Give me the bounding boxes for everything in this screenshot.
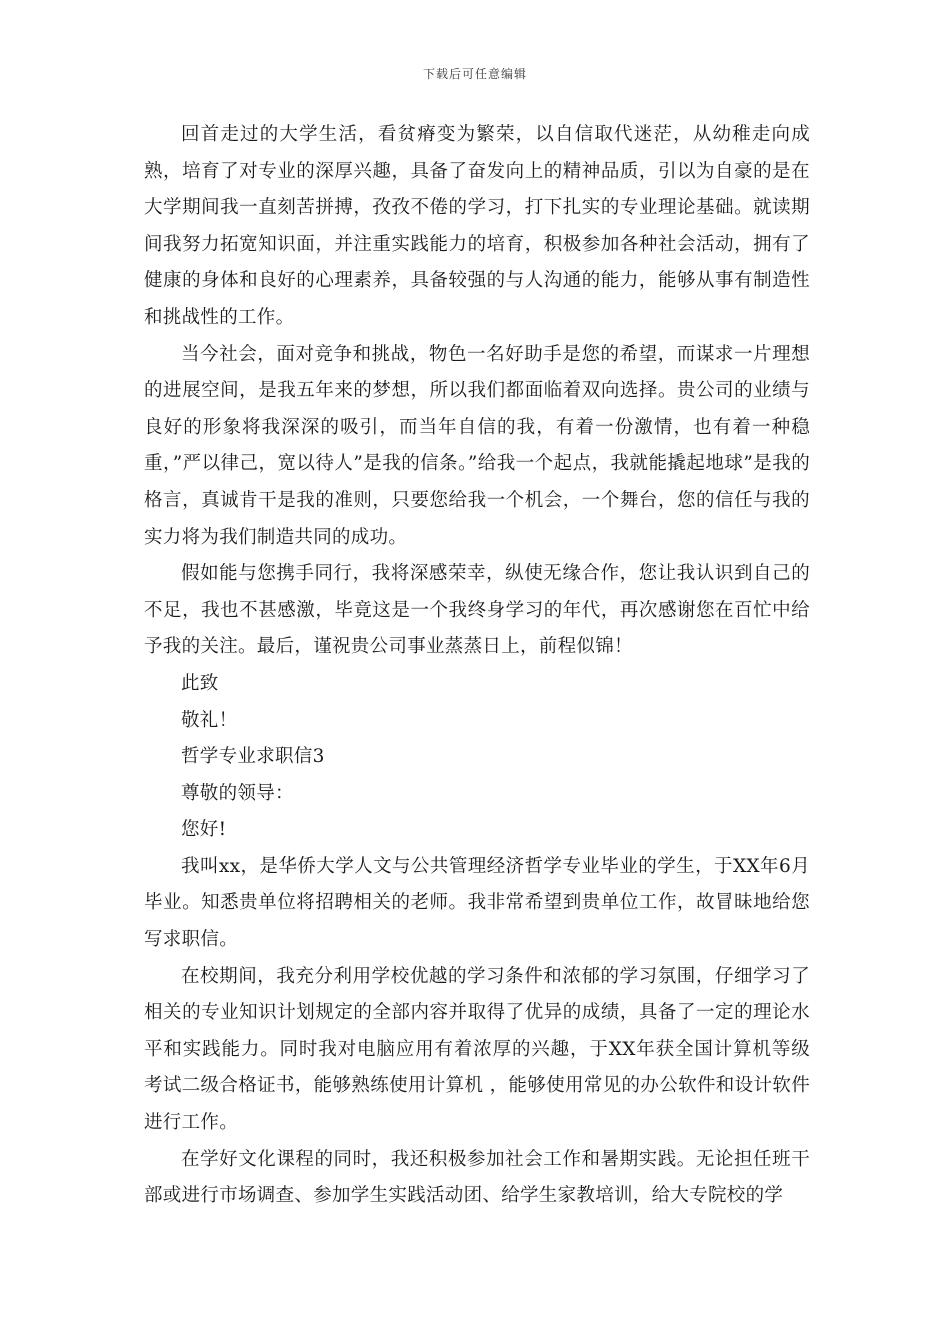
paragraph-introduction: 我叫xx，是华侨大学人文与公共管理经济哲学专业毕业的学生，于XX年6月毕业。知悉贵单位将招聘相关的老师。我非常希望到贵单位工作，故冒昧地给您写求职信。 [144, 855, 810, 951]
page-header: 下载后可任意编辑 [422, 67, 527, 81]
salutation-regards: 敬礼！ [181, 709, 238, 731]
paragraph-studies: 在校期间，我充分利用学校优越的学习条件和浓郁的学习氛围，仔细学习了相关的专业知识计划规定的全部内容并取得了优异的成绩，具备了一定的理论水平和实践能力。同时我对电脑应用有着浓厚的兴趣，于XX年获全国计算机等级考试二级合格证书，能够熟练使用计算机 ，能够使用常见的办公软件和设计软件进行工作。 [144, 965, 810, 1134]
paragraph-closing-wish: 假如能与您携手同行，我将深感荣幸，纵使无缘合作，您让我认识到自己的不足，我也不甚感激，毕竟这是一个我终身学习的年代，再次感谢您在百忙中给予我的关注。最后，谨祝贵公司事业蒸蒸日上，前程似锦！ [144, 563, 810, 658]
letter-body [144, 117, 810, 1215]
paragraph-ambition: 当今社会，面对竞争和挑战，物色一名好助手是您的希望，而谋求一片理想的进展空间，是我五年来的梦想，所以我们都面临着双向选择。贵公司的业绩与良好的形象将我深深的吸引，而当年自信的我，有着一份激情，也有着一种稳重，”严以律己，宽以待人”是我的信条。”给我一个起点，我就能撬起地球”是我的格言，真诚肯干是我的准则，只要您给我一个机会，一个舞台，您的信任与我的实力将为我们制造共同的成功。 [144, 343, 810, 548]
letter-addressee: 尊敬的领导： [181, 782, 294, 804]
paragraph-reflection: 回首走过的大学生活，看贫瘠变为繁荣，以自信取代迷茫，从幼稚走向成熟，培育了对专业的深厚兴趣，具备了奋发向上的精神品质，引以为自豪的是在大学期间我一直刻苦拼搏，孜孜不倦的学习，打下扎实的专业理论基础。就读期间我努力拓宽知识面，并注重实践能力的培育，积极参加各种社会活动，拥有了健康的身体和良好的心理素养，具备较强的与人沟通的能力，能够从事有制造性和挑战性的工作。 [144, 124, 810, 328]
paragraph-activities: 在学好文化课程的同时，我还积极参加社会工作和暑期实践。无论担任班干部或进行市场调查、参加学生实践活动团、给学生家教培训，给大专院校的学 [144, 1148, 810, 1207]
letter-title: 哲学专业求职信3 [181, 746, 325, 768]
letter-greeting: 您好! [181, 819, 227, 841]
salutation-closing: 此致 [181, 672, 219, 694]
